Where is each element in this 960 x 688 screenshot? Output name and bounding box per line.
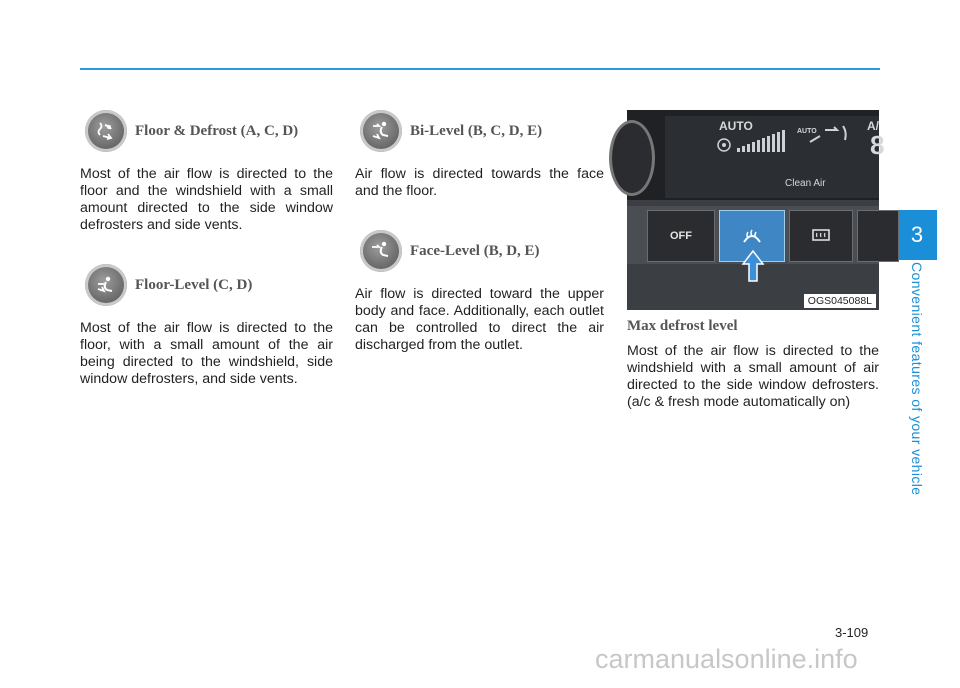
page-number: 3-109 xyxy=(835,625,869,640)
chapter-tab xyxy=(897,210,937,260)
face-level-icon xyxy=(360,230,402,272)
mode-bi-level xyxy=(355,110,604,152)
column-left xyxy=(80,110,333,418)
lcd-display xyxy=(665,116,885,198)
max-defrost-description: Most of the air flow is directed to the windshield with a small amount of air directed to the side window defrosters. (a/c & fresh mode automatically on) xyxy=(627,343,879,410)
lcd-temp-digit: 8 xyxy=(870,130,885,160)
climate-control-photo xyxy=(627,110,885,310)
max-defrost-heading: Max defrost level xyxy=(627,318,738,334)
photo-caption: OGS045088L xyxy=(804,294,876,308)
mode-title: Face-Level (B, D, E) xyxy=(410,242,540,259)
mode-face-level xyxy=(355,230,604,272)
mode-description: Air flow is directed towards the face and the floor. xyxy=(355,166,604,199)
floor-level-icon xyxy=(85,264,127,306)
floor-defrost-icon xyxy=(85,110,127,152)
chapter-number: 3 xyxy=(910,222,924,247)
airflow-mode-icon xyxy=(805,122,855,152)
clean-air-label: Clean Air xyxy=(785,178,826,189)
arrow-up-icon xyxy=(742,250,764,282)
column-middle xyxy=(355,110,604,384)
chapter-label xyxy=(905,262,929,496)
column-right xyxy=(627,110,885,411)
lcd-ac-label: A/ xyxy=(867,119,879,133)
chapter-title: Convenient features of your vehicle xyxy=(909,262,925,496)
partial-button xyxy=(857,210,899,262)
mode-floor-level xyxy=(80,264,333,306)
control-knob xyxy=(609,120,655,196)
mode-floor-defrost xyxy=(80,110,333,152)
mode-description: Air flow is directed toward the upper body and face. Additionally, each outlet can be controlled to direct the air discharged from the outlet. xyxy=(355,286,604,353)
lcd-auto-small: AUTO xyxy=(797,128,817,135)
mode-title: Floor-Level (C, D) xyxy=(135,276,253,293)
bi-level-icon xyxy=(360,110,402,152)
off-button: OFF xyxy=(647,210,715,262)
top-rule xyxy=(80,68,880,70)
mode-title: Floor & Defrost (A, C, D) xyxy=(135,122,299,139)
mode-description: Most of the air flow is directed to the floor, with a small amount of the air being directed to the windshield, side window defrosters, and side vents. xyxy=(80,320,333,387)
lcd-auto-label: AUTO xyxy=(719,119,753,133)
mode-description: Most of the air flow is directed to the floor and the windshield with a small amount directed to the side window defrosters and side vents. xyxy=(80,166,333,233)
fan-icon xyxy=(717,138,737,152)
rear-defrost-button xyxy=(789,210,853,262)
watermark: carmanualsonline.info xyxy=(595,644,858,674)
fan-speed-bars xyxy=(737,130,787,152)
mode-title: Bi-Level (B, C, D, E) xyxy=(410,122,543,139)
